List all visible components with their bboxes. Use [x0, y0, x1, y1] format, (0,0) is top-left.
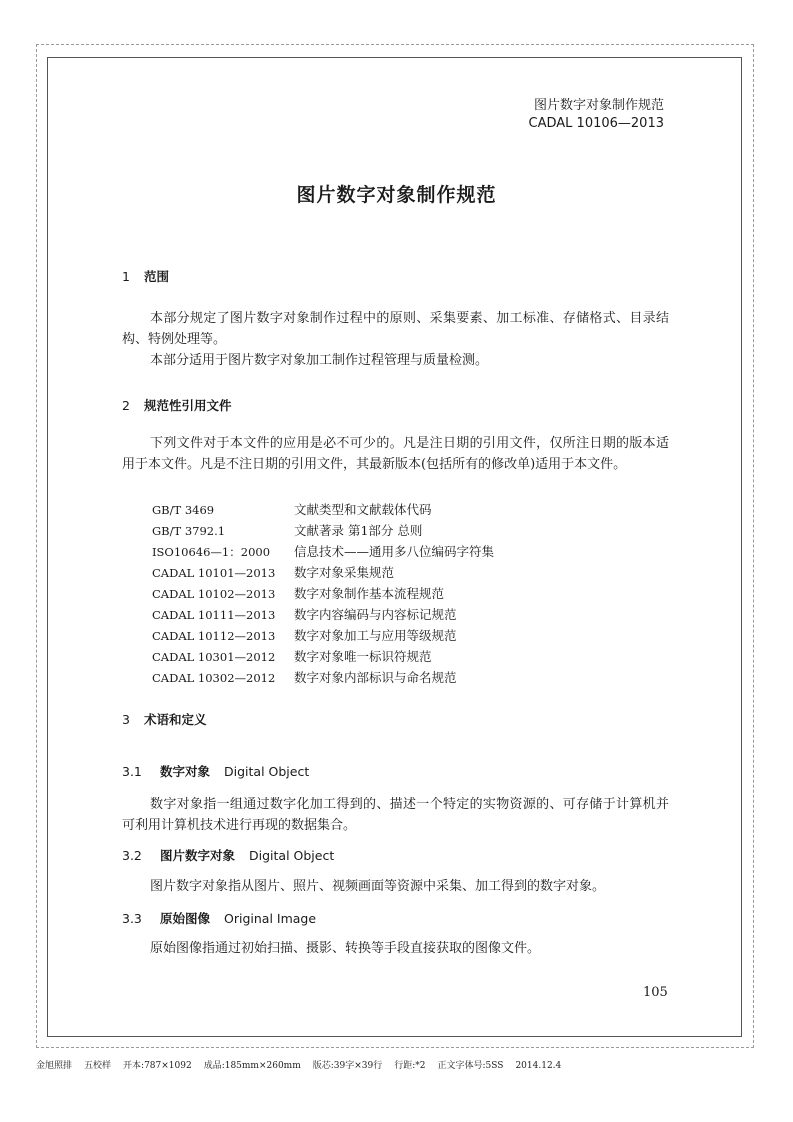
reference-row	[152, 604, 494, 625]
footer-font: 正文字体号:5SS	[437, 1061, 504, 1071]
subsection-title: 图片数字对象	[160, 848, 236, 863]
section-title: 规范性引用文件	[144, 398, 232, 413]
running-header-code: CADAL 10106—2013	[528, 116, 664, 131]
normative-references-list	[152, 499, 494, 688]
reference-name: 数字对象制作基本流程规范	[294, 586, 445, 601]
print-proof-footer	[36, 1058, 573, 1071]
reference-code: CADAL 10101—2013	[152, 566, 276, 580]
subsection-english-title: Digital Object	[224, 764, 310, 779]
reference-name: 数字内容编码与内容标记规范	[294, 607, 457, 622]
subsection-number: 3.3	[122, 911, 142, 926]
subsection-3-2-heading	[122, 846, 334, 864]
section-number: 3	[122, 712, 130, 727]
reference-name: 文献著录 第1部分 总则	[294, 523, 423, 538]
reference-row	[152, 541, 494, 562]
reference-name: 文献类型和文献载体代码	[294, 502, 432, 517]
subsection-english-title: Digital Object	[249, 848, 335, 863]
reference-row	[152, 583, 494, 604]
page-number: 105	[643, 985, 668, 1000]
footer-layout: 版芯:39字×39行	[312, 1061, 383, 1071]
footer-proof: 五校样	[84, 1061, 112, 1071]
footer-date: 2014.12.4	[515, 1061, 562, 1071]
subsection-number: 3.1	[122, 764, 142, 779]
document-title: 图片数字对象制作规范	[296, 184, 497, 206]
subsection-3-3-heading	[122, 909, 316, 927]
reference-code: GB/T 3792.1	[152, 524, 226, 538]
reference-row	[152, 667, 494, 688]
footer-format: 开本:787×1092	[123, 1061, 192, 1071]
section-title: 术语和定义	[144, 712, 207, 727]
subsection-3-3-paragraph: 原始图像指通过初始扫描、摄影、转换等手段直接获取的图像文件。	[150, 941, 541, 956]
reference-row	[152, 520, 494, 541]
reference-row	[152, 646, 494, 667]
reference-code: CADAL 10112—2013	[152, 629, 276, 643]
section-2-heading	[122, 396, 232, 414]
subsection-3-1-heading	[122, 762, 309, 780]
reference-row	[152, 625, 494, 646]
reference-code: CADAL 10302—2012	[152, 671, 276, 685]
reference-code: CADAL 10102—2013	[152, 587, 276, 601]
reference-name: 数字对象唯一标识符规范	[294, 649, 432, 664]
reference-name: 信息技术——通用多八位编码字符集	[294, 544, 495, 559]
reference-code: CADAL 10301—2012	[152, 650, 276, 664]
section-number: 1	[122, 269, 130, 284]
section-1-paragraph-1: 本部分规定了图片数字对象制作过程中的原则、采集要素、加工标准、存储格式、目录结构、特例处理等。	[122, 311, 669, 347]
footer-size: 成品:185mm×260mm	[203, 1061, 301, 1071]
section-number: 2	[122, 398, 130, 413]
footer-spacing: 行距:*2	[394, 1061, 426, 1071]
subsection-english-title: Original Image	[224, 911, 317, 926]
section-2-paragraph: 下列文件对于本文件的应用是必不可少的。凡是注日期的引用文件，仅所注日期的版本适用于本文件。凡是不注日期的引用文件，其最新版本(包括所有的修改单)适用于本文件。	[122, 436, 669, 472]
section-1-paragraph-2: 本部分适用于图片数字对象加工制作过程管理与质量检测。	[150, 353, 489, 368]
reference-row	[152, 499, 494, 520]
subsection-number: 3.2	[122, 848, 142, 863]
footer-typesetter: 金旭照排	[36, 1061, 73, 1071]
section-title: 范围	[144, 269, 170, 284]
subsection-3-2-paragraph: 图片数字对象指从图片、照片、视频画面等资源中采集、加工得到的数字对象。	[150, 879, 606, 894]
section-1-heading	[122, 267, 169, 285]
reference-row	[152, 562, 494, 583]
reference-name: 数字对象加工与应用等级规范	[294, 628, 457, 643]
reference-name: 数字对象采集规范	[294, 565, 395, 580]
reference-code: CADAL 10111—2013	[152, 608, 276, 622]
section-3-heading	[122, 710, 207, 728]
subsection-title: 数字对象	[160, 764, 211, 779]
reference-code: GB/T 3469	[152, 503, 215, 517]
subsection-title: 原始图像	[160, 911, 211, 926]
subsection-3-1-paragraph: 数字对象指一组通过数字化加工得到的、描述一个特定的实物资源的、可存储于计算机并可利用计算机技术进行再现的数据集合。	[122, 797, 669, 833]
reference-name: 数字对象内部标识与命名规范	[294, 670, 457, 685]
running-header-title: 图片数字对象制作规范	[533, 98, 664, 113]
reference-code: ISO10646—1：2000	[152, 545, 271, 559]
